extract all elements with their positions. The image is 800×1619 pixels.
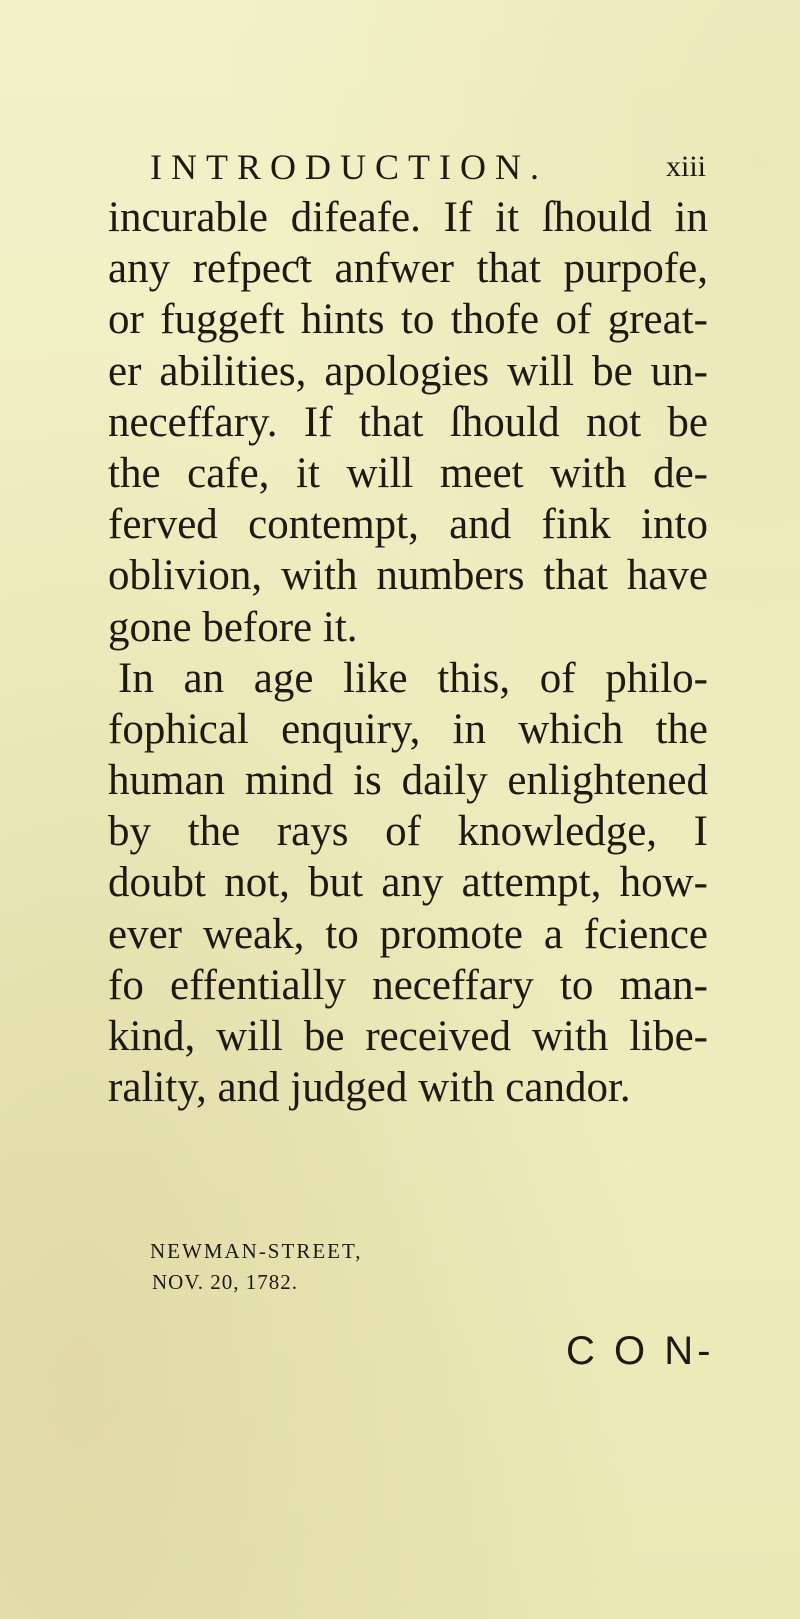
text-line: the cafe, it will meet with de- (108, 449, 708, 497)
text-line: neceffary. If that ſhould not be (108, 398, 708, 446)
body-text (108, 192, 708, 1113)
signoff-date: NOV. 20, 1782. (152, 1270, 299, 1294)
running-title: INTRODUCTION. (150, 147, 548, 187)
text-line: er abilities, apologies will be un- (108, 347, 708, 395)
text-line: by the rays of knowledge, I (108, 808, 708, 856)
text-line: or fuggeft hints to thofe of great- (108, 296, 708, 344)
signoff-place: NEWMAN-STREET, (150, 1239, 363, 1263)
text-line: gone before it. (108, 603, 358, 651)
text-line: fophical enquiry, in which the (108, 705, 708, 753)
text-line: rality, and judged with candor. (108, 1064, 631, 1112)
text-line: doubt not, but any attempt, how- (108, 859, 708, 907)
text-line: ever weak, to promote a fcience (108, 910, 708, 958)
catchword: C O N- (566, 1329, 715, 1373)
text-line: oblivion, with numbers that have (108, 552, 708, 600)
text-line: ferved contempt, and fink into (108, 501, 708, 549)
page-number: xiii (666, 150, 707, 183)
text-line: human mind is daily enlightened (108, 757, 708, 805)
text-line: any refpeƈt anfwer that purpofe, (108, 245, 708, 293)
text-line: kind, will be received with libe- (108, 1013, 708, 1060)
text-line: incurable difeafe. If it ſhould in (108, 194, 708, 241)
running-head (150, 142, 710, 192)
text-line: fo effentially neceffary to man- (108, 961, 708, 1009)
text-line: In an age like this, of philo- (118, 654, 708, 702)
